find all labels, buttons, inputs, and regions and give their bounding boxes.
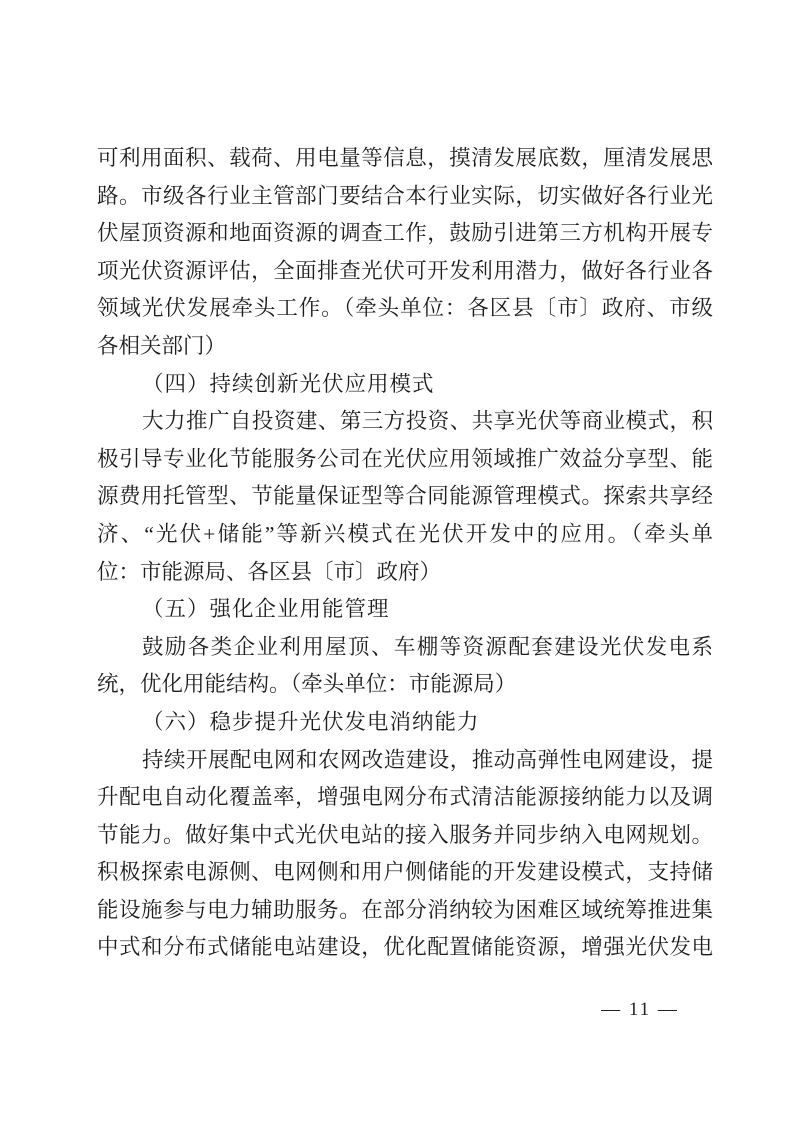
- text-line: 路。市级各行业主管部门要结合本行业实际，切实做好各行业光: [97, 183, 713, 208]
- body-text: [97, 140, 713, 967]
- text-line: 领域光伏发展牵头工作。（牵头单位：各区县〔市〕政府、市级: [97, 296, 713, 321]
- page-number: — 11 —: [601, 999, 679, 1020]
- text-line: 济、“光伏+储能”等新兴模式在光伏开发中的应用。（牵头单: [97, 521, 713, 546]
- text-line: 大力推广自投资建、第三方投资、共享光伏等商业模式，积: [142, 409, 713, 434]
- text-line: 源费用托管型、节能量保证型等合同能源管理模式。探索共享经: [97, 484, 713, 509]
- text-line: 项光伏资源评估，全面排查光伏可开发利用潜力，做好各行业各: [97, 258, 713, 283]
- text-line: 各相关部门）: [97, 333, 227, 358]
- section-heading-5: （五）强化企业用能管理: [142, 597, 390, 622]
- text-line: 统，优化用能结构。（牵头单位：市能源局）: [97, 672, 517, 697]
- text-line: 能设施参与电力辅助服务。在部分消纳较为困难区域统筹推进集: [97, 897, 713, 922]
- section-heading-6: （六）稳步提升光伏发电消纳能力: [142, 709, 480, 734]
- text-line: 积极探索电源侧、电网侧和用户侧储能的开发建设模式，支持储: [97, 860, 713, 885]
- text-line: 升配电自动化覆盖率，增强电网分布式清洁能源接纳能力以及调: [97, 785, 713, 810]
- text-line: 节能力。做好集中式光伏电站的接入服务并同步纳入电网规划。: [97, 822, 713, 847]
- section-heading-4: （四）持续创新光伏应用模式: [142, 371, 435, 396]
- text-line: 持续开展配电网和农网改造建设，推动高弹性电网建设，提: [142, 747, 713, 772]
- text-line: 极引导专业化节能服务公司在光伏应用领域推广效益分享型、能: [97, 446, 713, 471]
- text-line: 鼓励各类企业利用屋顶、车棚等资源配套建设光伏发电系: [142, 634, 713, 659]
- text-line: 伏屋顶资源和地面资源的调查工作，鼓励引进第三方机构开展专: [97, 221, 713, 246]
- text-line: 可利用面积、载荷、用电量等信息，摸清发展底数，厘清发展思: [97, 146, 713, 170]
- text-line: 中式和分布式储能电站建设，优化配置储能资源，增强光伏发电: [97, 935, 713, 960]
- text-line: 位：市能源局、各区县〔市〕政府）: [97, 559, 442, 584]
